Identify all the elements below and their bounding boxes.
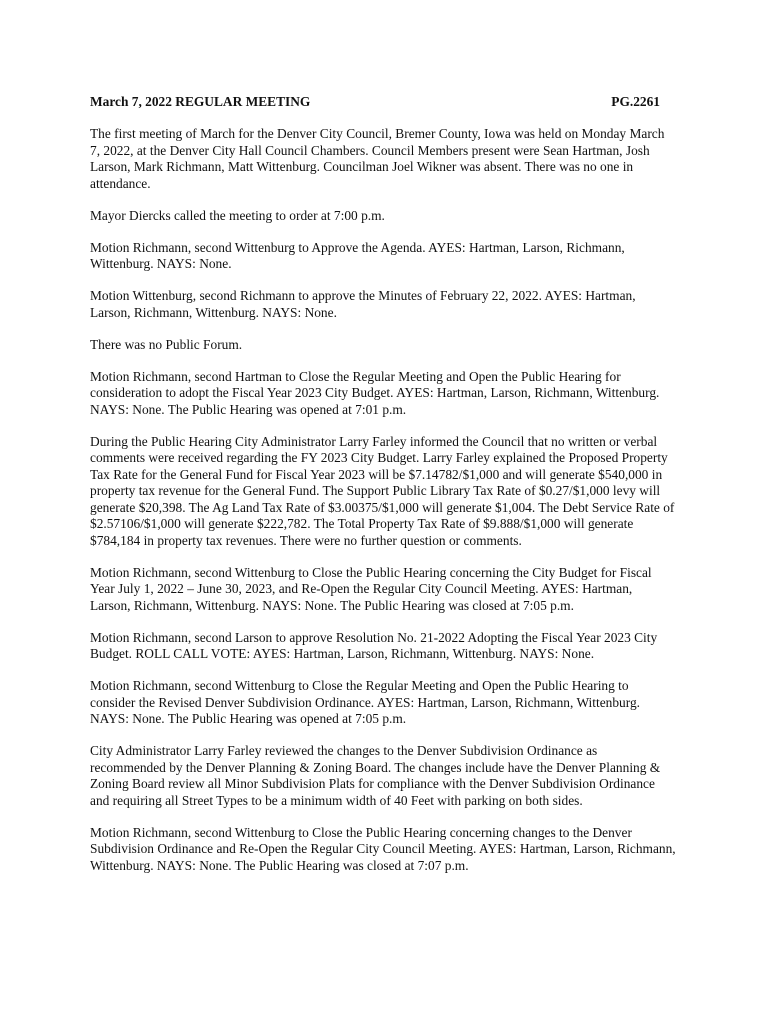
paragraph-open-budget-hearing: Motion Richmann, second Hartman to Close the Regular Meeting and Open the Public Hearing for consideration to adopt the Fiscal Year 2023 City Budget. AYES: Hartman, Larson, Richmann, Wittenburg. NAYS: None. The Public Hearing was opened at 7:01 p.m. [90,368,660,417]
paragraph-call-to-order: Mayor Diercks called the meeting to order at 7:00 p.m. [90,207,385,223]
paragraph-approve-minutes: Motion Wittenburg, second Richmann to approve the Minutes of February 22, 2022. AYES: Hartman, Larson, Richmann, Wittenburg. NAYS: None. [90,288,636,320]
paragraph-public-forum: There was no Public Forum. [90,336,243,352]
paragraph-approve-agenda: Motion Richmann, second Wittenburg to Approve the Agenda. AYES: Hartman, Larson, Richmann, Wittenburg. NAYS: None. [90,239,625,271]
paragraph-adopt-budget-resolution: Motion Richmann, second Larson to approve Resolution No. 21-2022 Adopting the Fiscal Year 2023 City Budget. ROLL CALL VOTE: AYES: Hartman, Larson, Richmann, Wittenburg. NAYS: None. [90,629,658,661]
paragraph-attendance: The first meeting of March for the Denver City Council, Bremer County, Iowa was held on Monday March 7, 2022, at the Denver City Hall Council Chambers. Council Members present were Sean Hartman, Josh Larson, Mark Richmann, Matt Wittenburg. Councilman Joel Wikner was absent. There was no one in attendance. [90,126,665,191]
paragraph-close-subdivision-hearing: Motion Richmann, second Wittenburg to Close the Public Hearing concerning changes to the Denver Subdivision Ordinance and Re-Open the Regular City Council Meeting. AYES: Hartman, Larson, Richmann, Wittenburg. NAYS: None. The Public Hearing was closed at 7:07 p.m. [90,824,676,873]
page-header [90,94,660,111]
paragraph-open-subdivision-hearing: Motion Richmann, second Wittenburg to Close the Regular Meeting and Open the Public Hearing to consider the Revised Denver Subdivision Ordinance. AYES: Hartman, Larson, Richmann, Wittenburg. NAYS: None. The Public Hearing was opened at 7:05 p.m. [90,678,640,726]
minutes-body [90,126,676,890]
paragraph-budget-hearing-details: During the Public Hearing City Administrator Larry Farley informed the Council that no written or verbal comments were received regarding the FY 2023 City Budget. Larry Farley explained the Proposed Property Tax Rate for the General Fund for Fiscal Year 2023 will be $7.14782/$1,000 and will generate $540,000 in property tax revenue for the General Fund. The Support Public Library Tax Rate of $0.27/$1,000 levy will generate $20,398. The Ag Land Tax Rate of $3.00375/$1,000 will generate $1,004. The Debt Service Rate of $2.57106/$1,000 will generate $222,782. The Total Property Tax Rate of $9.888/$1,000 will generate $784,184 in property tax revenues. There were no further question or comments. [90,433,675,548]
meeting-title: March 7, 2022 REGULAR MEETING [90,94,311,109]
page-number: PG.2261 [611,94,660,109]
paragraph-close-budget-hearing: Motion Richmann, second Wittenburg to Close the Public Hearing concerning the City Budget for Fiscal Year July 1, 2022 – June 30, 2023, and Re-Open the Regular City Council Meeting. AYES: Hartman, Larson, Richmann, Wittenburg. NAYS: None. The Public Hearing was closed at 7:05 p.m. [90,564,652,613]
paragraph-subdivision-review: City Administrator Larry Farley reviewed the changes to the Denver Subdivision Ordinance as recommended by the Denver Planning & Zoning Board. The changes include have the Denver Planning & Zoning Board review all Minor Subdivision Plats for compliance with the Denver Subdivision Ordinance and requiring all Street Types to be a minimum width of 40 Feet with parking on both sides. [90,743,661,808]
